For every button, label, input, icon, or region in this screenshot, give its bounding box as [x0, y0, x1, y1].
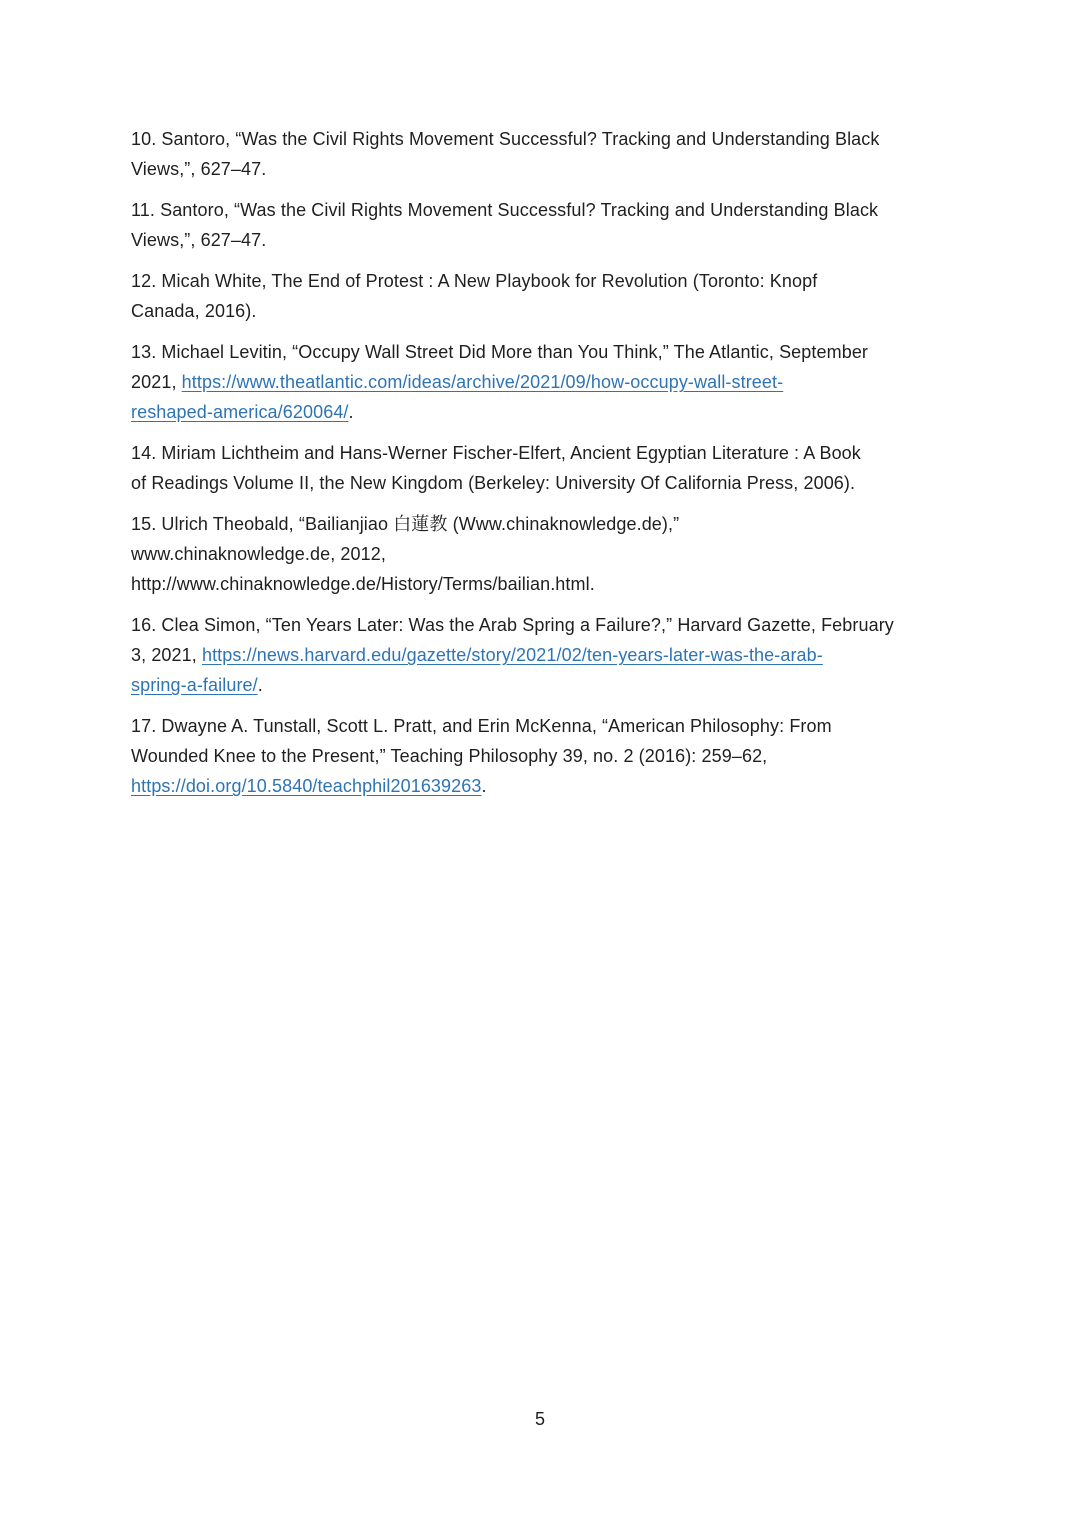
citation-text: 13. Michael Levitin, “Occupy Wall Street Did More than You Think,” The Atlantic, September: [131, 342, 869, 362]
citation-text: 11. Santoro, “Was the Civil Rights Movement Successful? Tracking and Understanding Black: [131, 200, 879, 220]
citation-text: 14. Miriam Lichtheim and Hans-Werner Fischer-Elfert, Ancient Egyptian Literature : A Book: [131, 443, 861, 463]
citation-text: .: [348, 402, 354, 422]
citations-list: [131, 124, 1011, 812]
citation-entry-11: [131, 195, 1011, 255]
citation-text: Canada, 2016).: [131, 301, 257, 321]
citation-entry-16: [131, 610, 1011, 700]
citation-text: Views,”, 627–47.: [131, 159, 267, 179]
citation-entry-10: [131, 124, 1011, 184]
citation-link[interactable]: https://www.theatlantic.com/ideas/archive/2021/09/how-occupy-wall-street-: [181, 372, 784, 392]
citation-link[interactable]: https://doi.org/10.5840/teachphil201639263: [131, 776, 482, 796]
citation-text: .: [481, 776, 487, 796]
citation-text: 17. Dwayne A. Tunstall, Scott L. Pratt, and Erin McKenna, “American Philosophy: From: [131, 716, 832, 736]
citation-text: 10. Santoro, “Was the Civil Rights Movement Successful? Tracking and Understanding Black: [131, 129, 880, 149]
citation-text: Wounded Knee to the Present,” Teaching Philosophy 39, no. 2 (2016): 259–62,: [131, 746, 768, 766]
page-number: 5: [534, 1409, 545, 1429]
citation-text: 3, 2021,: [131, 645, 202, 665]
citation-text: Views,”, 627–47.: [131, 230, 267, 250]
citation-text: .: [257, 675, 263, 695]
citation-text: 16. Clea Simon, “Ten Years Later: Was the Arab Spring a Failure?,” Harvard Gazette, February: [131, 615, 894, 635]
citation-link[interactable]: spring-a-failure/: [131, 675, 258, 695]
citation-text: www.chinaknowledge.de, 2012,: [131, 544, 386, 564]
page-footer: [0, 1404, 1080, 1434]
citation-entry-14: [131, 438, 1011, 498]
citation-entry-13: [131, 337, 1011, 427]
citation-link[interactable]: reshaped-america/620064/: [131, 402, 349, 422]
citation-link[interactable]: https://news.harvard.edu/gazette/story/2021/02/ten-years-later-was-the-arab-: [201, 645, 823, 665]
citation-text: 2021,: [131, 372, 182, 392]
citation-entry-12: [131, 266, 1011, 326]
citation-text: 12. Micah White, The End of Protest : A New Playbook for Revolution (Toronto: Knopf: [131, 271, 818, 291]
citation-entry-17: [131, 711, 1011, 801]
citation-entry-15: [131, 509, 1011, 599]
citation-text: http://www.chinaknowledge.de/History/Terms/bailian.html.: [131, 574, 595, 594]
citation-text: 15. Ulrich Theobald, “Bailianjiao 白蓮教 (Www.chinaknowledge.de),”: [131, 514, 680, 534]
citation-text: of Readings Volume II, the New Kingdom (Berkeley: University Of California Press, 2006).: [131, 473, 856, 493]
